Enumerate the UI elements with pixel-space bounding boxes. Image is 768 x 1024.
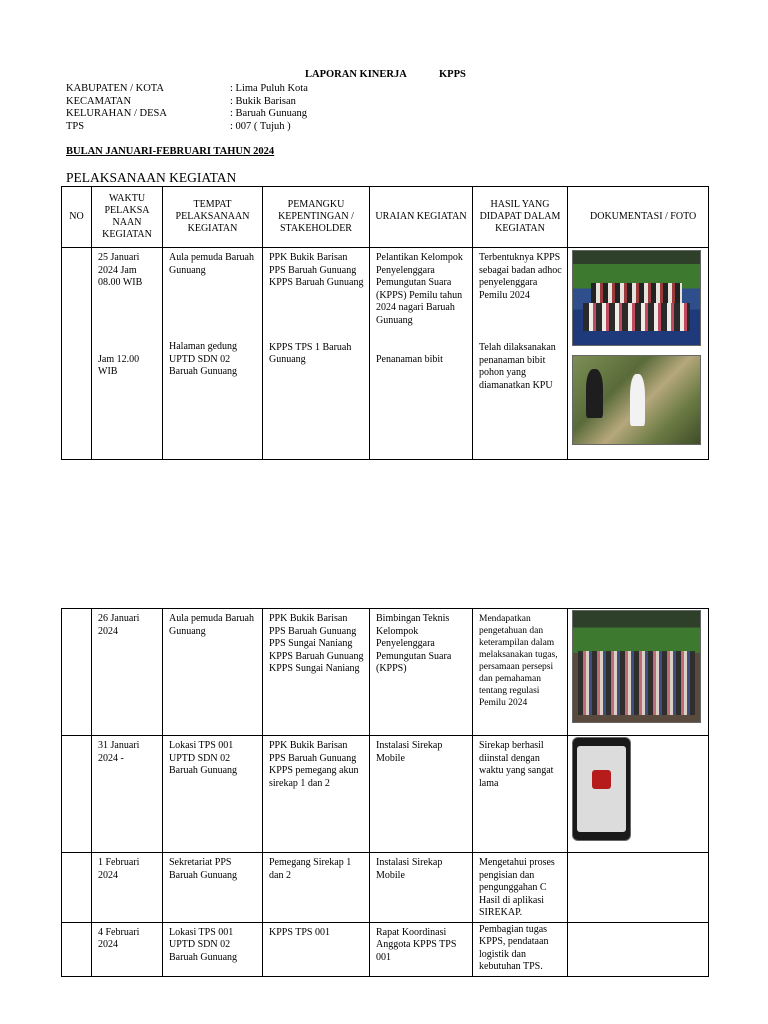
cell-uraian: Instalasi Sirekap Mobile	[370, 853, 473, 923]
cell-waktu: 31 Januari 2024 -	[92, 736, 163, 853]
info-value: : Lima Puluh Kota	[230, 83, 308, 94]
table-row	[62, 736, 709, 853]
info-value: : Baruah Gunuang	[230, 108, 307, 119]
cell-hasil: Mengetahui proses pengisian dan pengunggahan C Hasil di aplikasi SIREKAP.	[473, 853, 568, 923]
info-value: : Bukik Barisan	[230, 95, 296, 107]
cell-uraian: Bimbingan Teknis Kelompok Penyelenggara Pemungutan Suara (KPPS)	[370, 609, 473, 736]
info-label: KABUPATEN / KOTA	[66, 83, 164, 94]
cell-pemangku-1: PPK Bukik Barisan PPS Baruah Gunuang KPPS Baruah Gunuang	[269, 252, 364, 288]
info-label: KELURAHAN / DESA	[66, 108, 167, 119]
col-header-foto: DOKUMENTASI / FOTO	[568, 187, 709, 248]
report-title-main: LAPORAN KINERJA	[305, 69, 407, 80]
cell-hasil-1: Terbentuknya KPPS sebagai badan adhoc penyelenggara Pemilu 2024	[479, 252, 562, 301]
cell-no	[62, 609, 92, 736]
cell-uraian: Rapat Koordinasi Anggota KPPS TPS 001	[370, 922, 473, 976]
cell-no	[62, 248, 92, 460]
cell-pemangku	[263, 248, 370, 460]
cell-foto	[568, 609, 709, 736]
info-row-tps	[66, 120, 291, 134]
activity-table-part2	[61, 608, 709, 977]
table-row	[62, 922, 709, 976]
cell-tempat	[163, 248, 263, 460]
col-header-uraian: URAIAN KEGIATAN	[370, 187, 473, 248]
cell-hasil: Mendapatkan pengetahuan dan keterampilan dalam melaksanakan tugas, persamaan persepsi dan pemahaman tentang regulasi Pemilu 2024	[473, 609, 568, 736]
col-header-tempat: TEMPAT PELAKSANAAN KEGIATAN	[163, 187, 263, 248]
cell-no	[62, 736, 92, 853]
training-group-photo	[572, 610, 701, 723]
cell-tempat: Lokasi TPS 001 UPTD SDN 02 Baruah Gunuang	[163, 922, 263, 976]
table-row	[62, 609, 709, 736]
cell-pemangku: KPPS TPS 001	[263, 922, 370, 976]
cell-tempat: Aula pemuda Baruah Gunuang	[163, 609, 263, 736]
table-row	[62, 853, 709, 923]
table-header-row	[62, 187, 709, 248]
info-label: TPS	[66, 120, 85, 132]
cell-no	[62, 853, 92, 923]
phone-sirekap-photo	[572, 737, 631, 841]
cell-pemangku: Pemegang Sirekap 1 dan 2	[263, 853, 370, 923]
cell-foto	[568, 922, 709, 976]
info-row-kabupaten	[66, 83, 308, 96]
cell-hasil	[473, 248, 568, 460]
tree-planting-photo	[572, 355, 701, 445]
cell-uraian	[370, 248, 473, 460]
cell-waktu: 1 Februari 2024	[92, 853, 163, 923]
activity-table-part1	[61, 186, 709, 460]
cell-uraian-1: Pelantikan Kelompok Penyelenggara Pemungutan Suara (KPPS) Pemilu tahun 2024 nagari Baruah Gunuang	[376, 252, 463, 326]
col-header-no: NO	[62, 187, 92, 248]
cell-hasil-2: Telah dilaksanakan penanaman bibit pohon yang diamanatkan KPU	[479, 342, 556, 391]
cell-tempat-1: Aula pemuda Baruah Gunuang	[169, 252, 254, 276]
cell-waktu: 4 Februari 2024	[92, 922, 163, 976]
cell-waktu-2: Jam 12.00 WIB	[98, 353, 140, 377]
cell-tempat: Sekretariat PPS Baruah Gunuang	[163, 853, 263, 923]
cell-hasil: Sirekap berhasil diinstal dengan waktu yang sangat lama	[473, 736, 568, 853]
info-value: : 007 ( Tujuh )	[230, 120, 291, 132]
info-label: KECAMATAN	[66, 95, 132, 107]
report-period: BULAN JANUARI-FEBRUARI TAHUN 2024	[66, 146, 275, 157]
cell-pemangku-2: KPPS TPS 1 Baruah Gunuang	[269, 341, 352, 365]
cell-tempat-2: Halaman gedung UPTD SDN 02 Baruah Gunuang	[169, 341, 238, 377]
table-row	[62, 248, 709, 460]
cell-uraian-2: Penanaman bibit	[376, 354, 443, 365]
info-row-kecamatan	[66, 95, 296, 109]
cell-pemangku: PPK Bukik Barisan PPS Baruah Gunuang KPPS pemegang akun sirekap 1 dan 2	[263, 736, 370, 853]
col-header-waktu: WAKTU PELAKSA NAAN KEGIATAN	[92, 187, 163, 248]
ceremony-hall-photo	[572, 250, 701, 346]
cell-tempat: Lokasi TPS 001 UPTD SDN 02 Baruah Gunuang	[163, 736, 263, 853]
col-header-hasil: HASIL YANG DIDAPAT DALAM KEGIATAN	[473, 187, 568, 248]
cell-no	[62, 922, 92, 976]
cell-foto	[568, 736, 709, 853]
info-row-kelurahan	[66, 108, 307, 121]
cell-foto	[568, 248, 709, 460]
cell-uraian: Instalasi Sirekap Mobile	[370, 736, 473, 853]
section-heading: PELAKSANAAN KEGIATAN	[66, 170, 237, 185]
cell-pemangku: PPK Bukik Barisan PPS Baruah Gunuang PPS Sungai Naniang KPPS Baruah Gunuang KPPS Sungai Naniang	[263, 609, 370, 736]
cell-foto	[568, 853, 709, 923]
report-title-suffix: KPPS	[439, 69, 466, 80]
cell-waktu-1: 25 Januari 2024 Jam 08.00 WIB	[98, 252, 143, 288]
cell-waktu	[92, 248, 163, 460]
col-header-pemangku: PEMANGKU KEPENTINGAN / STAKEHOLDER	[263, 187, 370, 248]
cell-hasil: Pembagian tugas KPPS, pendataan logistik dan kebutuhan TPS.	[473, 922, 568, 976]
cell-waktu: 26 Januari 2024	[92, 609, 163, 736]
